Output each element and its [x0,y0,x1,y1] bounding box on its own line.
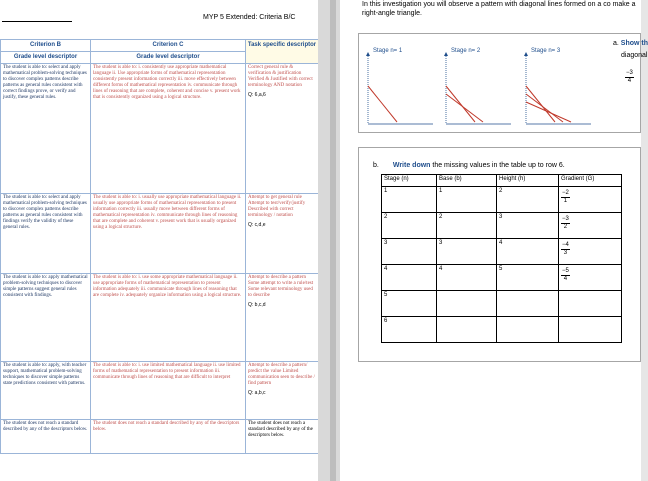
question-b-text: the missing values in the table up to row 6. [430,162,565,169]
gradient-fraction [561,190,570,205]
fraction-numerator: −3 [626,70,633,76]
task-descriptor [246,274,319,362]
height-cell: 3 [497,213,559,239]
task-specific-descriptor-title: Task specific descriptor [246,40,319,64]
document-header: MYP 5 Extended: Criteria B/C [203,14,296,21]
stage-panel [521,46,593,126]
table-row [382,265,622,291]
stage-label: Stage n= 2 [451,48,481,54]
gradient-fraction [561,242,570,257]
fraction-denominator: 3 [563,250,568,256]
criterion-c-subtitle: Grade level descriptor [91,52,246,64]
criterion-c-descriptor: The student does not reach a standard described by any of the descriptors below. [91,420,246,454]
criterion-c-title: Criterion C [91,40,246,52]
fraction-numerator: −5 [562,268,569,274]
rubric-row [1,274,319,362]
task-descriptor-text: Correct general rule & verification & justification Verified & Justified with correct terminology AND notation [248,65,313,88]
gradient-cell [559,213,622,239]
task-descriptor-text: Attempt to describe a pattern/ predict the value Limited communication seen to describe / find pattern [248,363,315,386]
question-b-box [358,147,641,362]
fraction-numerator: −4 [562,242,569,248]
stage-cell: 1 [382,187,437,213]
gradient-fraction [561,268,570,283]
task-descriptor-text: Attempt to describe a pattern Some attempt to write a rule/test Some relevant terminology used to describe [248,275,314,298]
task-descriptor [246,64,319,194]
gradient-cell [559,239,622,265]
base-cell: 4 [437,265,497,291]
question-mark-list: Q: c,d,e [248,222,266,228]
fraction-numerator: −3 [562,216,569,222]
height-cell [497,291,559,317]
height-cell: 5 [497,265,559,291]
page-gutter [318,0,340,481]
gradient-cell [559,317,622,343]
base-cell: 1 [437,187,497,213]
table-row [382,239,622,265]
column-header: Stage (n) [382,175,437,187]
table-row [382,317,622,343]
side-question-text: diagonal [621,52,648,59]
fraction-denominator: 4 [627,78,632,84]
side-question-label: a. [613,40,619,47]
stage-1-graph [363,46,435,126]
fraction-denominator: 1 [563,198,568,204]
stage-2-graph [441,46,513,126]
question-mark-list: Q: b,c,d [248,302,266,308]
task-descriptor [246,194,319,274]
stage-panel [441,46,513,126]
stage-label: Stage n= 1 [373,48,403,54]
stage-cell: 2 [382,213,437,239]
side-question-command: Show th [620,40,648,47]
criterion-c-descriptor: The student is able to: i. usually use appropriate mathematical language ii. usually use appropriate forms of mathematical representation to present information correctly iii. usually move between different forms of mathematical representation iv. communicate through lines of reasoning that are complete and coherent v. present work that is usually organized using a logical structure. [91,194,246,274]
base-cell [437,291,497,317]
table-row [382,291,622,317]
base-cell: 3 [437,239,497,265]
side-fraction [625,70,634,85]
task-descriptor: The student does not reach a standard described by any of the descriptors below. [246,420,319,454]
criteria-rubric-table [0,39,319,454]
column-header: Height (h) [497,175,559,187]
stages-figure-box [358,33,648,133]
left-document-page [0,0,318,481]
table-header-row [382,175,622,187]
criterion-c-descriptor: The student is able to: i. use limited mathematical language ii. use limited forms of mathematical representation to present information iii. communicate through lines of reasoning that are difficult to interpret [91,362,246,420]
criterion-b-descriptor: The student is able to: select and apply mathematical problem-solving techniques to discover complex patterns describe patterns as general rules consistent with correct findings prove, or verify and justify, these general rules. [1,64,91,194]
criterion-c-descriptor: The student is able to: i. consistently use appropriate mathematical language ii. Use appropriate forms of mathematical representation consistently present information correctly iii. move effectively between different forms of mathematical representation iv. communicate through lines of reasoning that are complete, coherent and concise v. present work that is consistently organized using a logical structure. [91,64,246,194]
name-underline [2,21,72,22]
criterion-b-descriptor: The student is able to: apply, with teacher support, mathematical problem-solving techniques to discover simple patterns state predictions consistent with patterns. [1,362,91,420]
table-row [382,213,622,239]
criterion-b-descriptor: The student is able to: select and apply mathematical problem-solving techniques to discover complex patterns describe patterns as general rules consistent with findings verify the validity of these general rules. [1,194,91,274]
criterion-c-descriptor: The student is able to: i. use some appropriate mathematical language ii. use appropriate forms of mathematical representation to present information adequately iii. communicate through lines of reasoning that are complete iv. adequately organize information using a logical structure. [91,274,246,362]
stage-cell: 3 [382,239,437,265]
fraction-denominator: 4 [563,276,568,282]
rubric-title-row [1,40,319,52]
question-mark-list: Q: a,b,c [248,390,266,396]
rubric-row [1,194,319,274]
fraction-denominator: 2 [563,224,568,230]
stage-cell: 6 [382,317,437,343]
stage-cell: 5 [382,291,437,317]
investigation-intro: In this investigation you will observe a pattern with diagonal lines formed on a co make a right-angle triangle. [362,1,636,17]
rubric-row [1,420,319,454]
stage-3-graph [521,46,593,126]
question-mark-list: Q: 6,a,6 [248,92,266,98]
question-b-command: Write down [392,162,431,169]
stage-panel [363,46,435,126]
height-cell: 2 [497,187,559,213]
stage-data-table [381,174,622,343]
fraction-numerator: −2 [562,190,569,196]
stage-label: Stage n= 3 [531,48,561,54]
base-cell [437,317,497,343]
table-row [382,187,622,213]
question-b-prompt [373,162,565,169]
height-cell [497,317,559,343]
gradient-cell [559,187,622,213]
criterion-b-title: Criterion B [1,40,91,52]
question-b-label: b. [373,162,379,169]
criterion-b-descriptor: The student does not reach a standard described by any of the descriptors below. [1,420,91,454]
right-document-page [340,0,648,481]
base-cell: 2 [437,213,497,239]
gradient-cell [559,291,622,317]
side-question-a [613,40,648,47]
task-descriptor [246,362,319,420]
criterion-b-descriptor: The student is able to: apply mathematical problem-solving techniques to discover simple patterns suggest general rules consistent with findings. [1,274,91,362]
rubric-row [1,362,319,420]
rubric-row [1,64,319,194]
height-cell: 4 [497,239,559,265]
gradient-fraction [561,216,570,231]
stage-cell: 4 [382,265,437,291]
task-descriptor-text: Attempt to get general rule Attempt to test/verify/justify Described with correct terminology / notation [248,195,306,218]
gradient-cell [559,265,622,291]
criterion-b-subtitle: Grade level descriptor [1,52,91,64]
page-divider [330,0,336,481]
column-header: Gradient (G) [559,175,622,187]
column-header: Base (b) [437,175,497,187]
